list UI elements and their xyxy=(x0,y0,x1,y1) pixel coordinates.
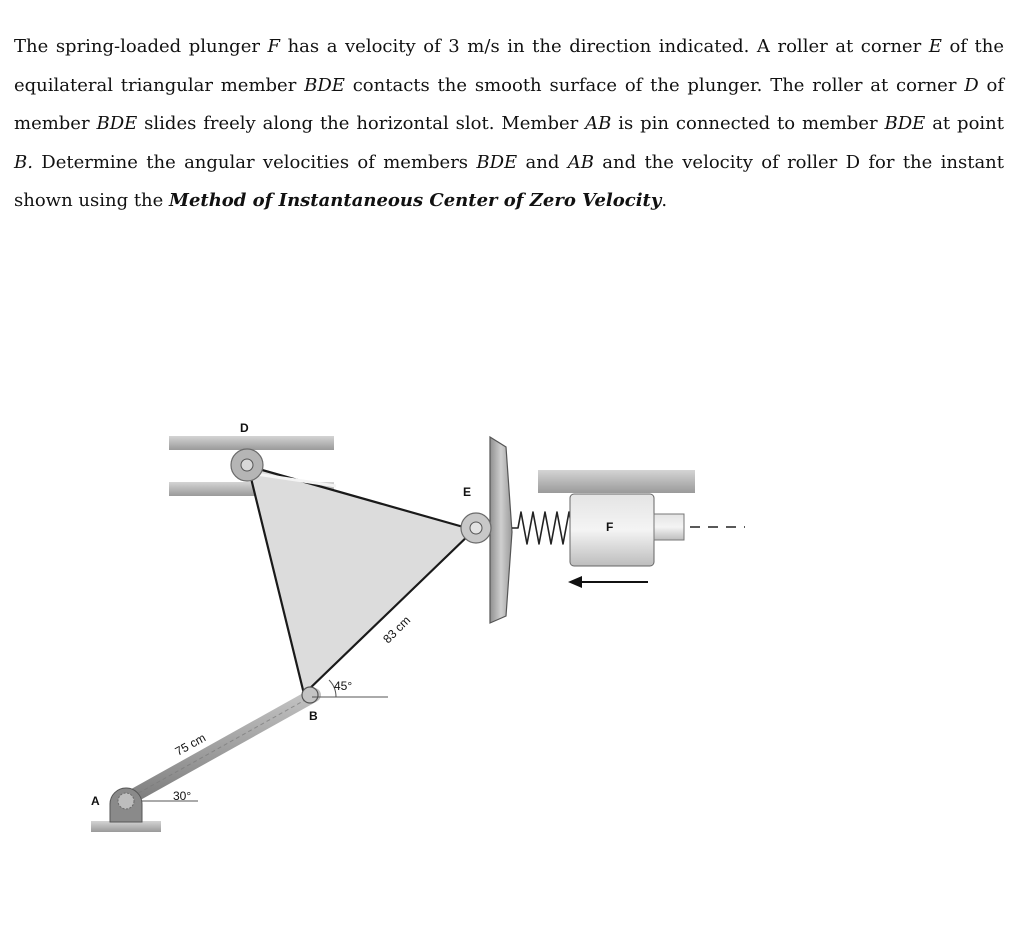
label-a: A xyxy=(91,794,100,808)
symbol-BDE: BDE xyxy=(476,151,518,173)
plunger-rod xyxy=(654,514,684,540)
symbol-B: B. xyxy=(14,151,33,173)
roller-d-hub xyxy=(241,459,253,471)
label-d: D xyxy=(240,421,249,435)
ground-a xyxy=(91,821,161,832)
pin-a xyxy=(118,793,134,809)
problem-text: and the velocity of roller D for the instant shown using the xyxy=(14,151,1004,211)
problem-text: of the equilateral triangular member xyxy=(14,36,1004,96)
problem-text: of member xyxy=(14,74,1004,134)
problem-text: and xyxy=(517,151,568,173)
angle-b-label: 45° xyxy=(334,679,353,693)
length-be: 83 cm xyxy=(380,613,414,647)
member-bde xyxy=(248,466,474,694)
problem-text: has a velocity of 3 m/s in the direction indicated. A roller at corner xyxy=(280,36,929,57)
problem-text: slides freely along the horizontal slot. Member xyxy=(137,113,586,134)
length-ab: 75 cm xyxy=(172,730,209,759)
slot-guide-top xyxy=(169,436,334,450)
symbol-F: F xyxy=(267,36,281,57)
velocity-arrow-head xyxy=(568,576,582,588)
problem-text: The spring-loaded plunger xyxy=(14,36,268,57)
plunger-plate xyxy=(490,437,512,623)
problem-text: Determine the angular velocities of members xyxy=(32,151,477,173)
member-ab-edge xyxy=(126,695,314,800)
symbol-BDE: BDE xyxy=(304,74,345,96)
label-e: E xyxy=(463,485,472,499)
symbol-BDE: BDE xyxy=(96,113,138,134)
symbol-D: D xyxy=(964,74,979,96)
symbol-E: E xyxy=(928,36,942,57)
method-name: Method of Instantaneous Center of Zero Velocity xyxy=(169,190,662,211)
housing-top xyxy=(538,470,695,493)
symbol-AB: AB xyxy=(567,151,594,173)
pin-b xyxy=(302,687,318,703)
angle-a-label: 30° xyxy=(173,789,192,803)
roller-e-hub xyxy=(470,522,482,534)
problem-text: is pin connected to member xyxy=(611,113,885,134)
symbol-AB: AB xyxy=(585,113,612,134)
label-b: B xyxy=(309,709,318,723)
problem-text: . xyxy=(661,190,668,211)
symbol-BDE: BDE xyxy=(884,113,926,134)
problem-text: at point xyxy=(925,113,1004,134)
label-f: F xyxy=(606,520,614,534)
problem-text: contacts the smooth surface of the plunger. The roller at corner xyxy=(344,74,965,96)
